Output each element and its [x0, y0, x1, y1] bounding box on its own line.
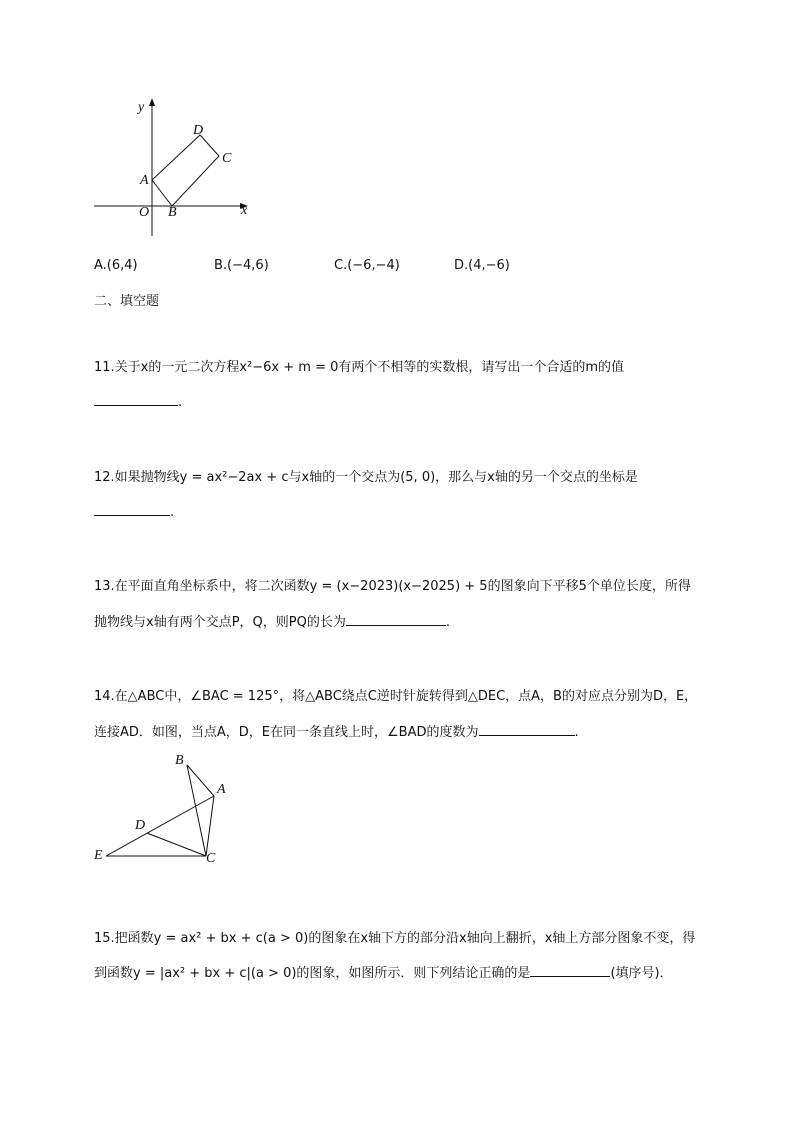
q15-text-line1: 15.把函数y = ax² + bx + c(a > 0)的图象在x轴下方的部分沿x轴向上翻折，x轴上方部分图象不变，得 — [94, 931, 696, 946]
q13-text-line1: 13.在平面直角坐标系中，将二次函数y = (x−2023)(x−2025) + 5的图象向下平移5个单位长度，所得 — [94, 579, 691, 594]
label-d: D — [193, 123, 204, 138]
q11-end: . — [178, 395, 183, 410]
label-x: x — [241, 203, 248, 218]
segment-ea — [106, 796, 214, 856]
label-b: B — [175, 753, 184, 768]
q14-text-line1: 14.在△ABC中，∠BAC = 125°，将△ABC绕点C逆时针旋转得到△DEC，点A，B的对应点分别为D，E， — [94, 689, 698, 704]
label-a: A — [140, 173, 149, 188]
figure-rectangle-coordinate — [0, 0, 300, 245]
label-e: E — [94, 848, 103, 863]
q13-end: . — [445, 615, 450, 630]
section-title: 二、填空题 — [94, 294, 160, 309]
segment-ba — [187, 765, 214, 796]
segment-dc — [147, 833, 206, 856]
q15-answer-blank[interactable] — [530, 964, 610, 977]
q13-text-line2: 抛物线与x轴有两个交点P，Q，则PQ的长为 — [94, 615, 346, 630]
q15-end: (填序号)． — [610, 966, 673, 981]
option-c: C.(−6,−4) — [334, 258, 400, 273]
q12-end: . — [170, 505, 175, 520]
label-b: B — [168, 205, 177, 220]
option-b: B.(−4,6) — [214, 258, 269, 273]
figure-triangle-rotation — [0, 740, 300, 870]
figure-rectangle-svg — [0, 0, 300, 245]
q11-answer-blank[interactable] — [94, 393, 178, 406]
q15-text-line2: 到函数y = |ax² + bx + c|(a > 0)的图象，如图所示．则下列结论正确的是 — [94, 966, 531, 981]
segment-ac — [206, 796, 214, 856]
option-d: D.(4,−6) — [454, 258, 510, 273]
q14-answer-blank[interactable] — [479, 723, 575, 736]
q14-text-line2: 连接AD．如图，当点A，D，E在同一条直线上时，∠BAD的度数为 — [94, 725, 479, 740]
label-y: y — [138, 100, 145, 115]
segment-bc — [187, 765, 206, 856]
q11-text: 11.关于x的一元二次方程x²−6x + m = 0有两个不相等的实数根，请写出一个合适的m的值 — [94, 360, 625, 375]
label-c: C — [222, 151, 232, 166]
q12-answer-blank[interactable] — [94, 503, 170, 516]
label-c: C — [206, 851, 216, 866]
label-d: D — [135, 818, 146, 833]
rectangle-abcd — [152, 135, 219, 206]
label-a: A — [217, 782, 226, 797]
q13-answer-blank[interactable] — [346, 613, 446, 626]
option-a: A.(6,4) — [94, 258, 138, 273]
y-axis-arrow — [149, 98, 155, 106]
q12-text: 12.如果抛物线y = ax²−2ax + c与x轴的一个交点为(5, 0)，那么与x轴的另一个交点的坐标是 — [94, 470, 638, 485]
label-o: O — [139, 205, 150, 220]
q14-end: . — [574, 725, 579, 740]
figure-triangle-svg — [0, 740, 300, 870]
